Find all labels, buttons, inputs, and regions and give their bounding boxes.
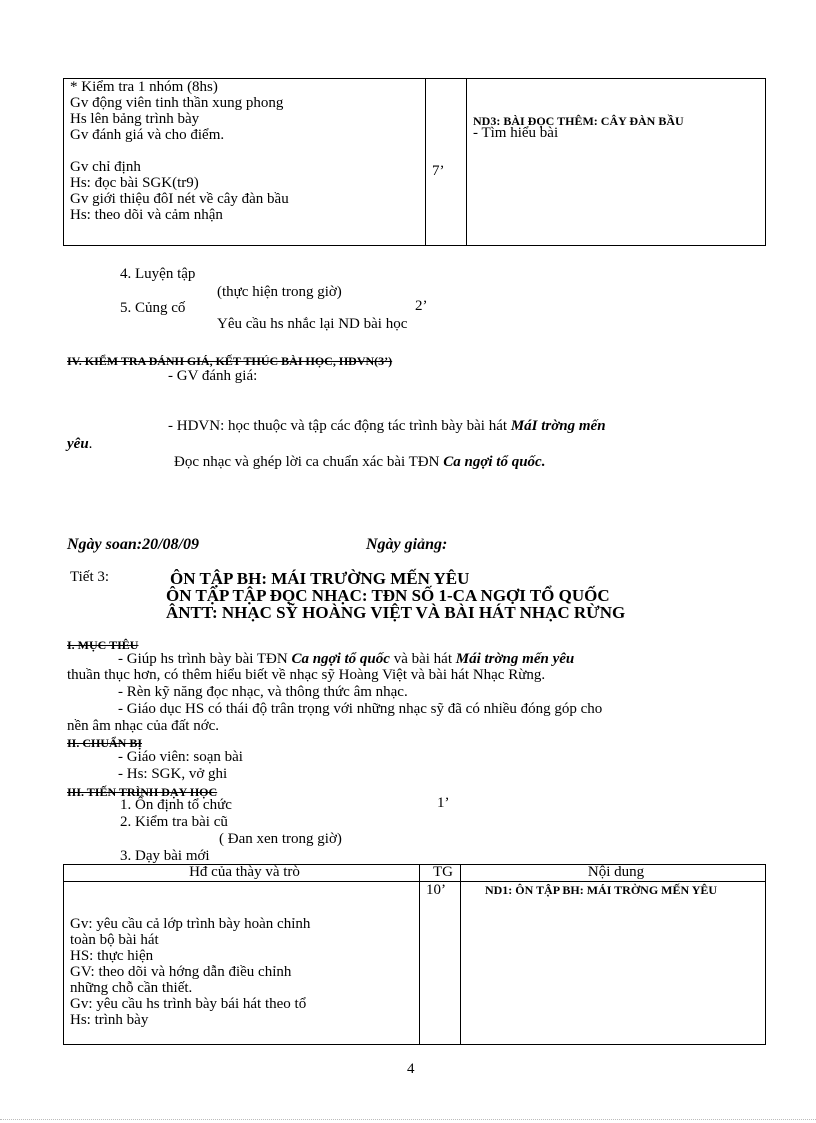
- prep-student: - Hs: SGK, vở ghi: [118, 766, 228, 782]
- activity-table-1: [63, 78, 766, 246]
- hdvn-song: MáI trờng mến: [510, 418, 606, 434]
- consolidate-step: 5. Củng cố: [120, 300, 186, 316]
- table1-line: Gv chỉ định: [70, 159, 141, 175]
- table2-line: Gv: yêu cầu hs trình bày bái hát theo tổ: [70, 996, 307, 1012]
- section-iv-heading: IV. KIỂM TRA ĐÁNH GIÁ, KẾT THÚC BÀI HỌC, HDVN(3’): [67, 354, 393, 368]
- table1-time-cell: [426, 79, 467, 246]
- objective-text: - Giúp hs trình bày bài TĐN: [118, 651, 292, 667]
- table2-content-cell: [461, 882, 766, 1045]
- table1-line: Gv giới thiệu đôI nét về cây đàn bầu: [70, 191, 289, 207]
- objective-line: [118, 651, 574, 667]
- step-2: 2. Kiểm tra bài cũ: [120, 814, 228, 830]
- table2-header: TG: [420, 865, 461, 882]
- table1-line: Hs: đọc bài SGK(tr9): [70, 175, 199, 191]
- step-1: 1. Ổn định tổ chức: [120, 797, 232, 813]
- table1-line: Hs lên bảng trình bày: [70, 111, 200, 127]
- table2-line: những chỗ cần thiết.: [70, 980, 193, 996]
- objective-text: và bài hát: [389, 651, 456, 667]
- objective-line: - Rèn kỹ năng đọc nhạc, và thông thức âm nhạc.: [118, 684, 408, 700]
- table1-line: Hs: theo dõi và cảm nhận: [70, 207, 223, 223]
- prep-teacher: - Giáo viên: soạn bài: [118, 749, 243, 765]
- step-3: 3. Dạy bài mới: [120, 848, 210, 864]
- table1-content-title: ND3: BÀI ĐỌC THÊM: CÂY ĐÀN BẦU: [473, 114, 684, 128]
- teach-date: Ngày giảng:: [366, 536, 448, 553]
- objective-line: nền âm nhạc của đất nớc.: [67, 718, 220, 734]
- table1-line: [70, 143, 425, 159]
- gv-eval: - GV đánh giá:: [168, 368, 258, 384]
- objective-line: - Giáo dục HS có thái độ trân trọng với những nhạc sỹ đã có nhiều đóng góp cho: [118, 701, 603, 717]
- table2-line: Hs: trình bày: [70, 1012, 149, 1028]
- practice-step: 4. Luyện tập: [120, 266, 196, 282]
- section-i-heading: I. MỤC TIÊU: [67, 638, 139, 652]
- page-number: 4: [407, 1061, 415, 1077]
- hdvn-song-end: yêu: [67, 436, 89, 452]
- section-iii-heading: III. TIẾN TRÌNH DẠY HỌC: [67, 785, 218, 799]
- prep-date: Ngày soan:20/08/09: [67, 536, 199, 553]
- table1-line: Gv động viên tinh thần xung phong: [70, 95, 284, 111]
- step-2-note: ( Đan xen trong giờ): [219, 831, 342, 847]
- table2-line: HS: thực hiện: [70, 948, 154, 964]
- footer-divider: [0, 1119, 816, 1120]
- objective-song: Mái trờng mến yêu: [455, 651, 575, 667]
- consolidate-time: 2’: [415, 298, 428, 314]
- table1-content-cell: [467, 79, 766, 246]
- lesson-title: ÔN TẬP TẬP ĐỌC NHẠC: TĐN SỐ 1-CA NGỢI TỔ QUỐC: [166, 586, 610, 605]
- step-1-time: 1’: [437, 795, 450, 811]
- table1-content-text: - Tìm hiểu bài: [473, 125, 559, 141]
- consolidate-note: Yêu cầu hs nhắc lại ND bài học: [217, 316, 408, 332]
- lesson-label: Tiết 3:: [70, 569, 110, 585]
- tdn-text: Đọc nhạc và ghép lời ca chuẩn xác bài TĐN: [174, 454, 444, 470]
- hdvn-period: .: [88, 436, 93, 452]
- hdvn-line-2: [67, 436, 92, 452]
- hdvn-line: [168, 418, 606, 434]
- table2-line: Gv: yêu cầu cả lớp trình bày hoàn chỉnh: [70, 916, 311, 932]
- table1-line: * Kiểm tra 1 nhóm (8hs): [70, 79, 218, 95]
- table1-line: Gv đánh giá và cho điểm.: [70, 127, 225, 143]
- table2-time: 10’: [426, 882, 446, 898]
- table2-line: toàn bộ bài hát: [70, 932, 159, 948]
- table2-content-title: ND1: ÔN TẬP BH: MÁI TRỜNG MẾN YÊU: [484, 883, 718, 897]
- tdn-line: [174, 454, 545, 470]
- practice-note: (thực hiện trong giờ): [217, 284, 342, 300]
- table1-left-cell: [64, 79, 426, 246]
- lesson-title: ÂNTT: NHẠC SỸ HOÀNG VIỆT VÀ BÀI HÁT NHẠC RỪNG: [166, 603, 626, 622]
- objective-line: thuần thục hơn, có thêm hiểu biết về nhạc sỹ Hoàng Việt và bài hát Nhạc Rừng.: [67, 667, 546, 683]
- activity-table-2: [63, 864, 766, 1045]
- table2-header: Nội dung: [461, 865, 766, 882]
- objective-song: Ca ngợi tổ quốc: [291, 651, 390, 667]
- table2-header: Hđ của thày và trò: [64, 865, 420, 882]
- table2-line: GV: theo dõi và hớng dẫn điều chỉnh: [70, 964, 292, 980]
- lesson-title: ÔN TẬP BH: MÁI TRƯỜNG MẾN YÊU: [170, 569, 470, 588]
- hdvn-text: - HDVN: học thuộc và tập các động tác trình bày bài hát: [168, 418, 511, 434]
- tdn-song: Ca ngợi tổ quốc.: [443, 454, 546, 470]
- section-ii-heading: II. CHUẨN BỊ: [67, 736, 143, 750]
- table1-time: 7’: [432, 163, 445, 179]
- table2-left-cell: [64, 882, 420, 1045]
- table2-time-cell: [420, 882, 461, 1045]
